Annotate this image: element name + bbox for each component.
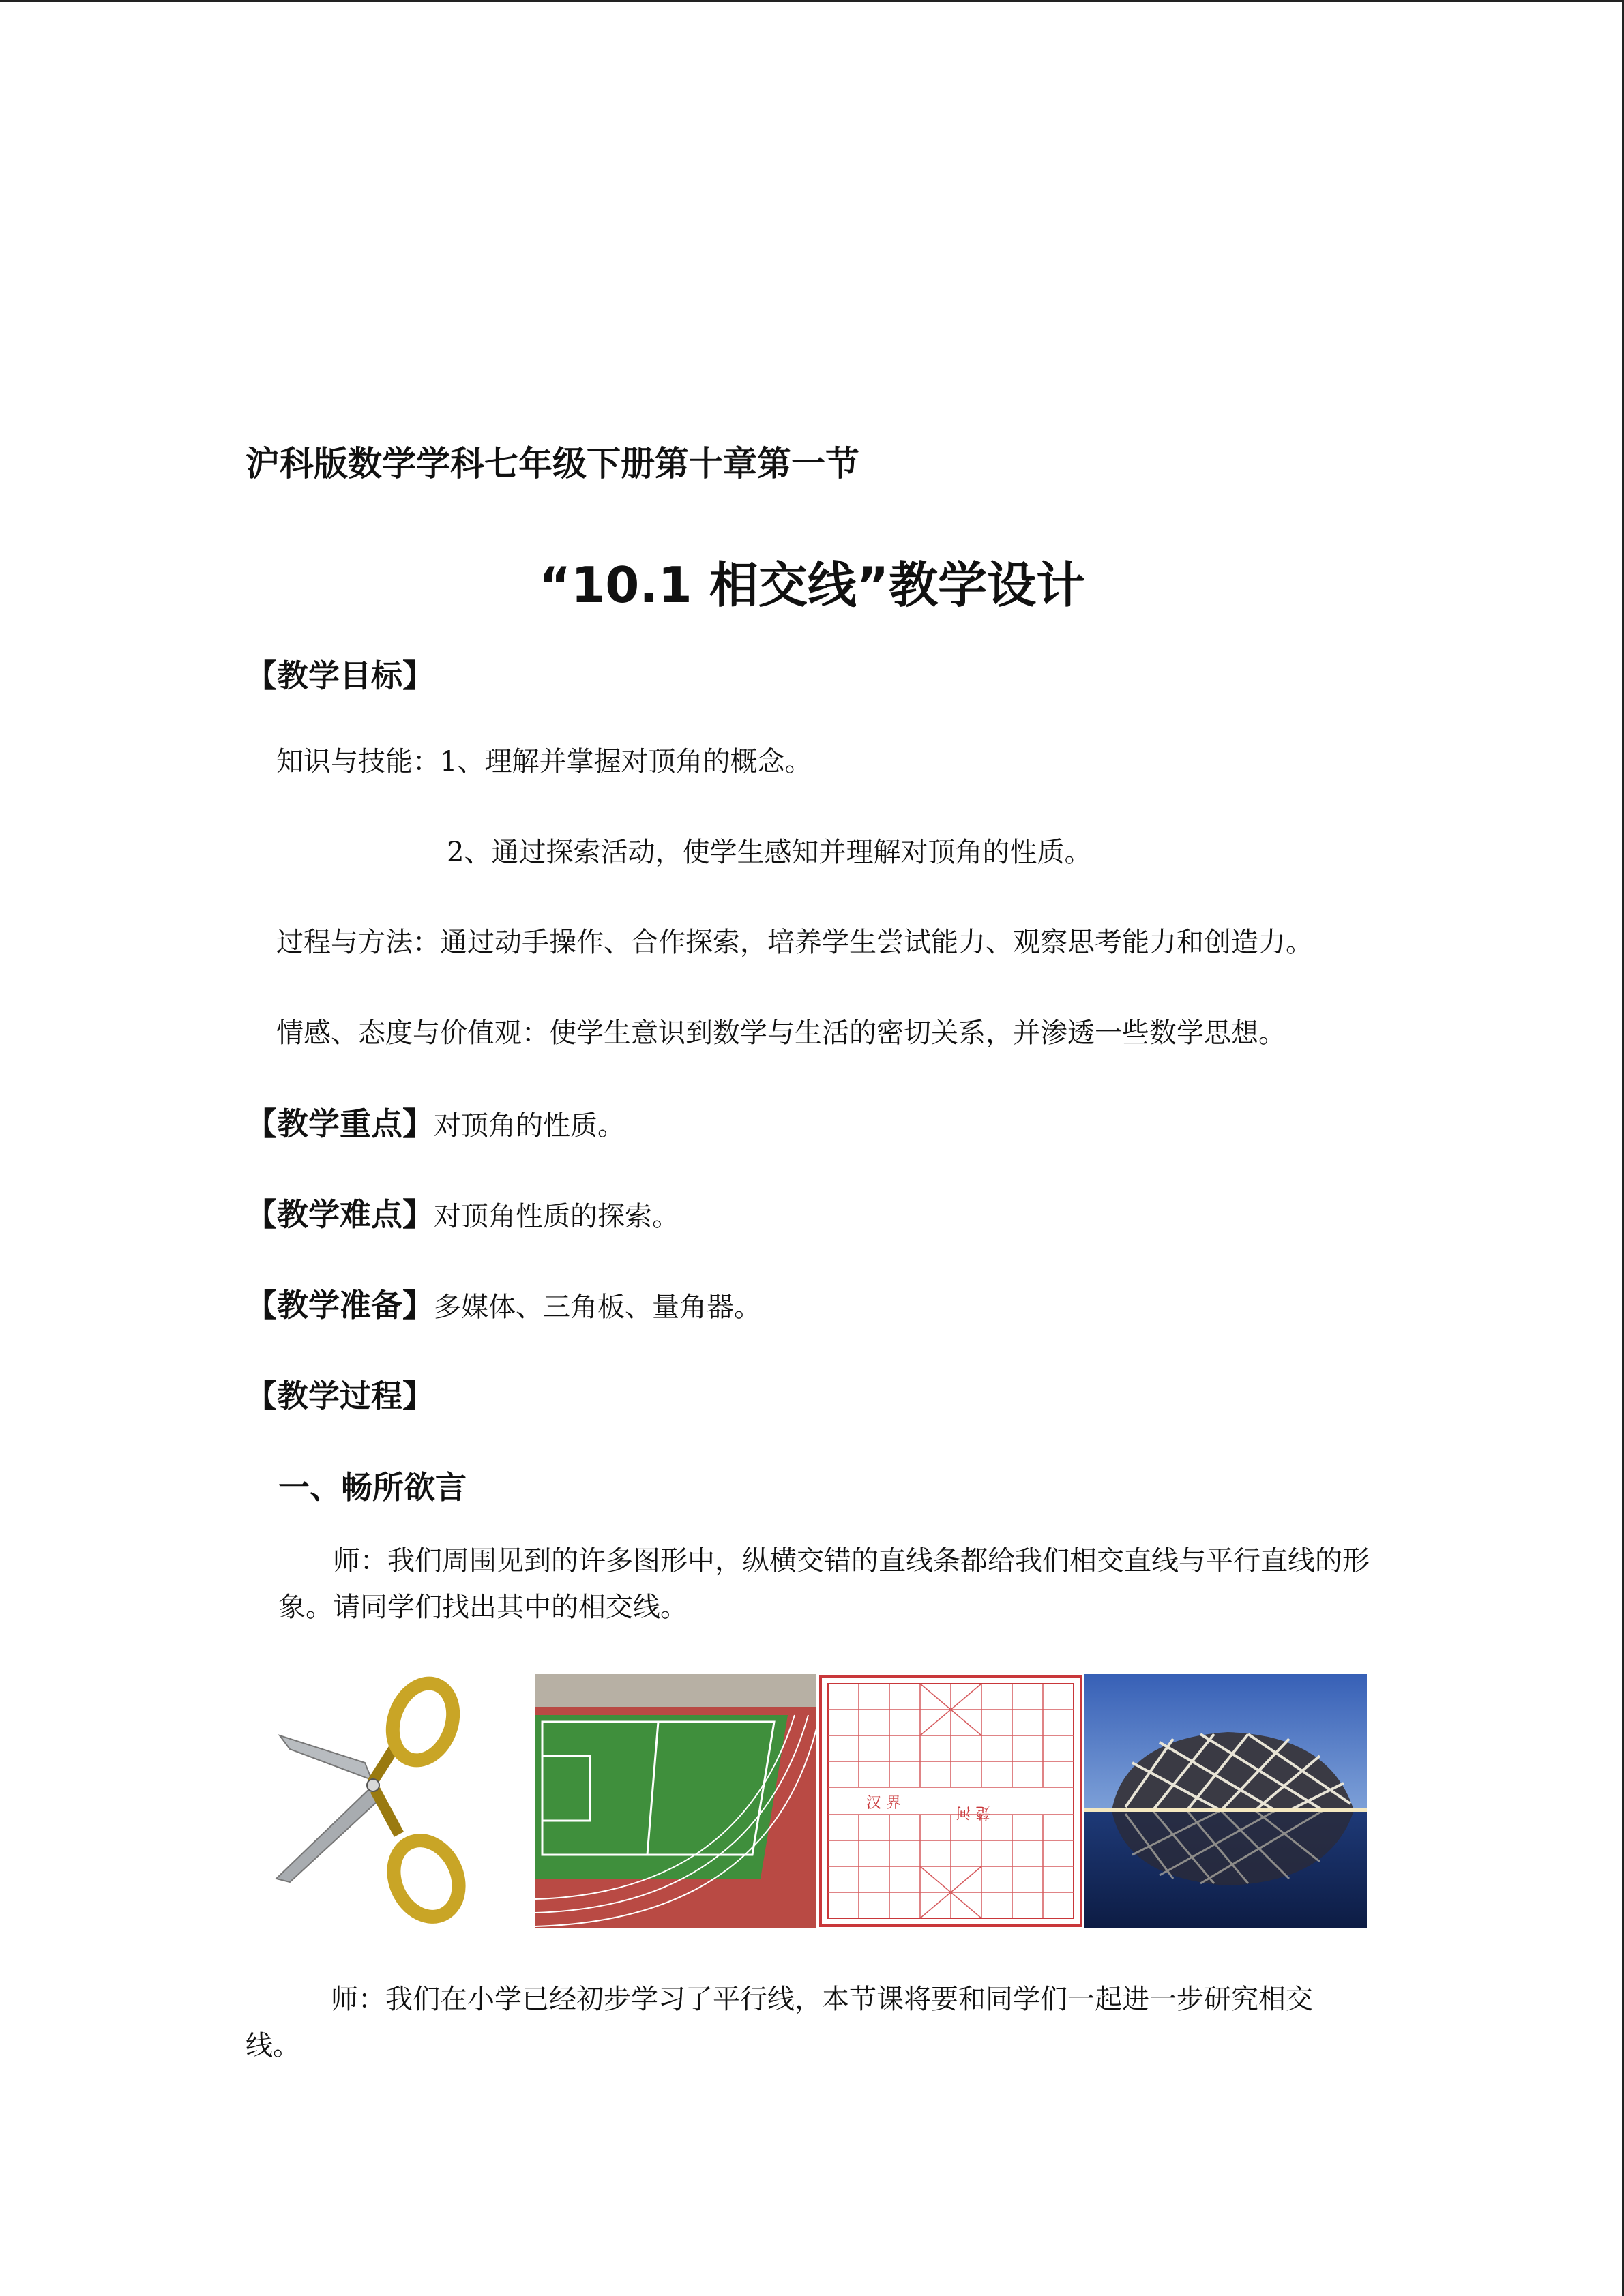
difficulty-text: 对顶角性质的探索。 (434, 1201, 679, 1232)
knowledge-item-2: 2、通过探索活动，使学生感知并理解对顶角的性质。 (447, 837, 1092, 868)
emotion-attitude-line: 情感、态度与价值观：使学生意识到数学与生活的密切关系，并渗透一些数学思想。 (276, 1017, 1286, 1049)
scissors-image (269, 1674, 488, 1928)
objectives-heading: 【教学目标】 (246, 657, 434, 694)
preparation-text: 多媒体、三角板、量角器。 (434, 1292, 761, 1323)
document-subtitle: 沪科版数学学科七年级下册第十章第一节 (246, 444, 859, 483)
preparation-heading: 【教学准备】 (246, 1287, 434, 1324)
knowledge-line-1 (276, 740, 812, 779)
knowledge-item-1: 1、理解并掌握对顶角的概念。 (440, 746, 812, 777)
scissors-icon (269, 1674, 488, 1928)
sports-field-image (535, 1674, 816, 1928)
section-one-heading: 一、畅所欲言 (278, 1469, 467, 1506)
chess-right-label: 楚 河 (956, 1804, 990, 1821)
key-point-line (246, 1099, 625, 1144)
chess-left-label: 汉 界 (866, 1795, 901, 1812)
difficulty-line (246, 1190, 679, 1235)
difficulty-heading: 【教学难点】 (246, 1196, 434, 1233)
chess-board-icon (818, 1674, 1083, 1928)
stadium-image (1084, 1674, 1367, 1928)
process-method-line: 过程与方法：通过动手操作、合作探索，培养学生尝试能力、观察思考能力和创造力。 (276, 927, 1313, 958)
key-point-heading: 【教学重点】 (246, 1105, 434, 1142)
preparation-line (246, 1281, 761, 1326)
sports-field-icon (535, 1674, 816, 1928)
section-one-paragraph-1: 师：我们周围见到的许多图形中，纵横交错的直线条都给我们相交直线与平行直线的形象。请同学们找出其中的相交线。 (278, 1545, 1370, 1623)
process-heading: 【教学过程】 (246, 1377, 434, 1414)
knowledge-label: 知识与技能： (276, 746, 440, 777)
section-one-paragraph-2: 师：我们在小学已经初步学习了平行线，本节课将要和同学们一起进一步研究相交线。 (246, 1984, 1313, 2061)
key-point-text: 对顶角的性质。 (434, 1110, 625, 1142)
page-border-top (0, 0, 1624, 2)
stadium-icon (1084, 1674, 1367, 1928)
document-title: “10.1 相交线”教学设计 (538, 556, 1086, 614)
chess-board-image (818, 1674, 1083, 1928)
